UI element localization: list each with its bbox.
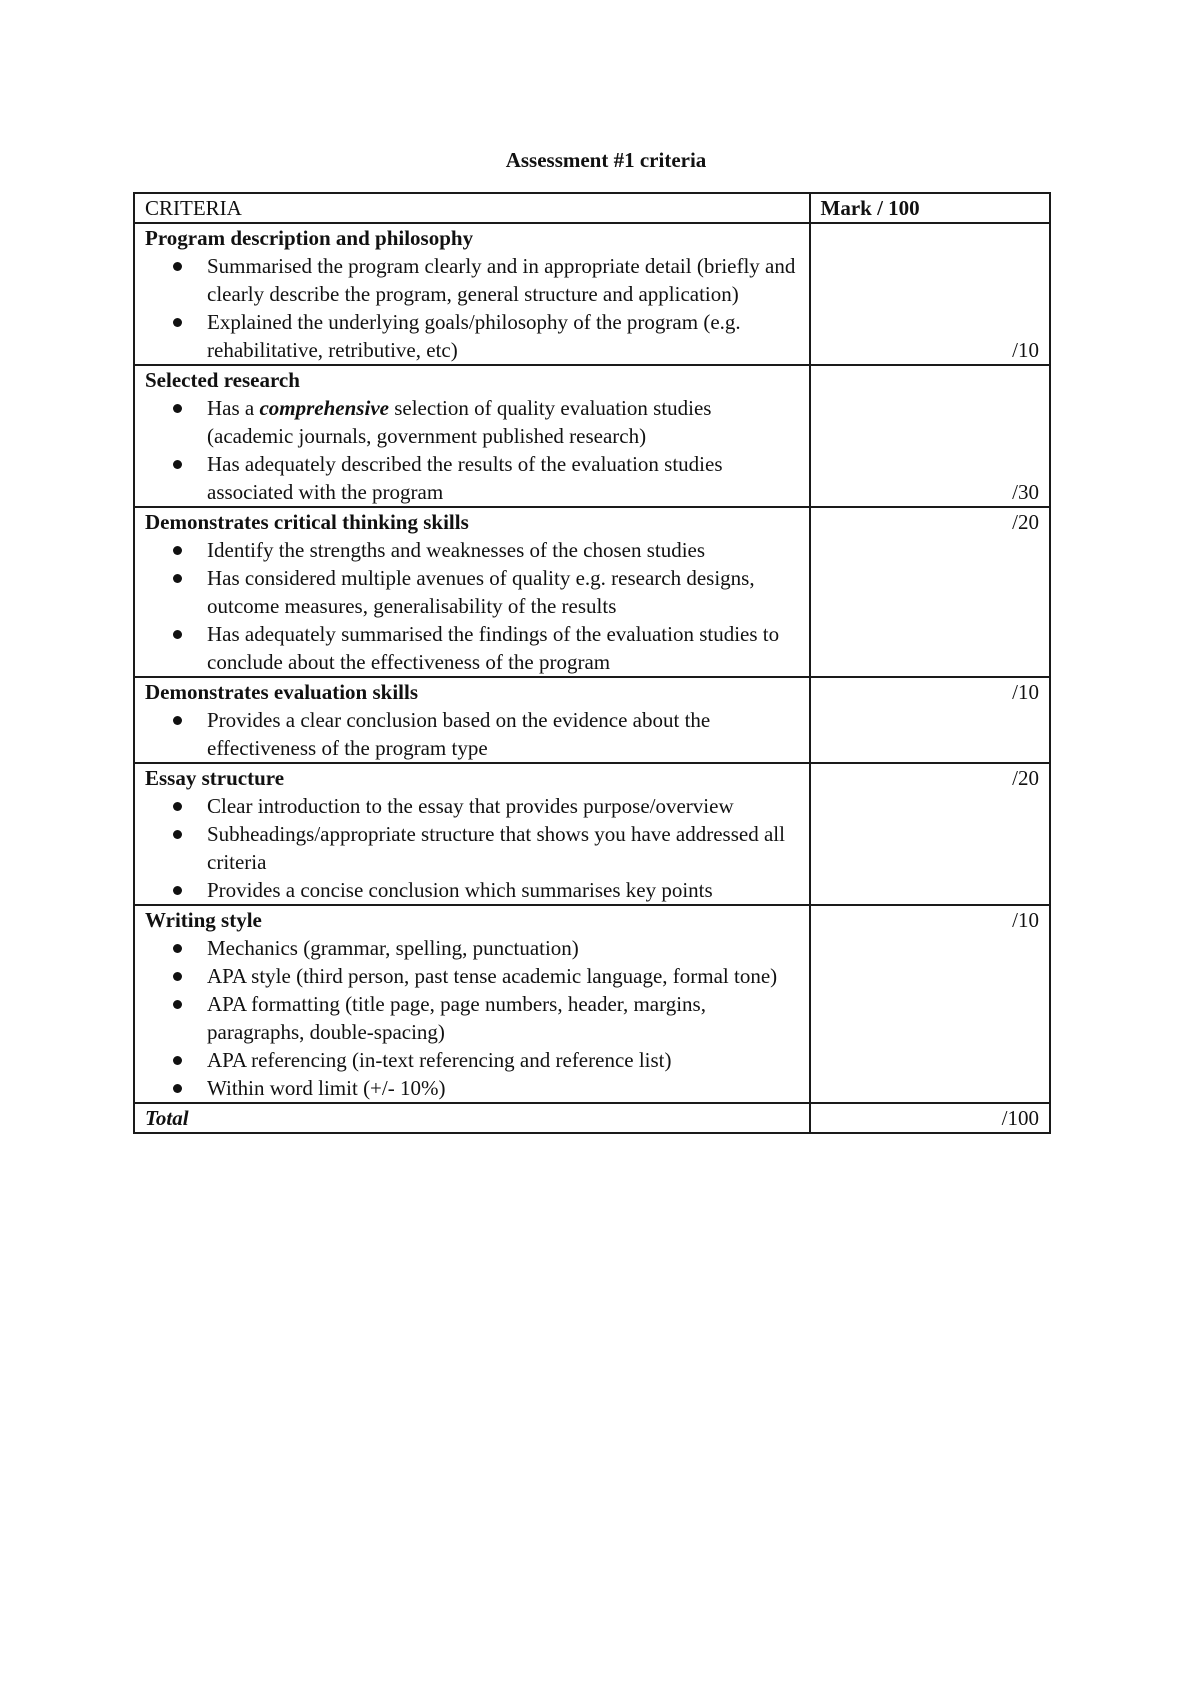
criteria-row xyxy=(134,905,1050,1103)
section-title: Program description and philosophy xyxy=(145,226,474,250)
mark-column-header: Mark / 100 xyxy=(810,193,1050,223)
section-title: Demonstrates critical thinking skills xyxy=(145,510,469,534)
total-row xyxy=(134,1103,1050,1133)
criteria-row xyxy=(134,763,1050,905)
criteria-table xyxy=(133,192,1051,1134)
criteria-row xyxy=(134,365,1050,507)
section-title: Selected research xyxy=(145,368,300,392)
list-item: Has adequately summarised the findings of the evaluation studies to conclude about the effectiveness of the program xyxy=(207,620,799,676)
criteria-cell xyxy=(134,507,810,677)
list-item-text: Has a xyxy=(207,396,260,420)
mark-cell: /10 xyxy=(810,677,1050,763)
criteria-cell xyxy=(134,223,810,365)
page-title: Assessment #1 criteria xyxy=(505,148,707,172)
total-label: Total xyxy=(134,1103,810,1133)
mark-cell: /20 xyxy=(810,507,1050,677)
criteria-column-header: CRITERIA xyxy=(134,193,810,223)
list-item: Has considered multiple avenues of quality e.g. research designs, outcome measures, generalisability of the results xyxy=(207,564,799,620)
total-mark: /100 xyxy=(810,1103,1050,1133)
criteria-row xyxy=(134,223,1050,365)
criteria-cell xyxy=(134,763,810,905)
list-item: Provides a concise conclusion which summarises key points xyxy=(207,876,799,904)
list-item: Provides a clear conclusion based on the evidence about the effectiveness of the program type xyxy=(207,706,799,762)
mark-cell: /10 xyxy=(810,223,1050,365)
criteria-list xyxy=(145,934,799,1102)
criteria-list xyxy=(145,252,799,364)
criteria-list xyxy=(145,706,799,762)
list-item: Summarised the program clearly and in appropriate detail (briefly and clearly describe the program, general structure and application) xyxy=(207,252,799,308)
mark-cell: /30 xyxy=(810,365,1050,507)
section-title: Essay structure xyxy=(145,766,285,790)
mark-cell: /20 xyxy=(810,763,1050,905)
list-item xyxy=(207,394,799,450)
list-item: Identify the strengths and weaknesses of the chosen studies xyxy=(207,536,799,564)
criteria-cell xyxy=(134,677,810,763)
criteria-cell xyxy=(134,365,810,507)
criteria-cell xyxy=(134,905,810,1103)
list-item: APA style (third person, past tense academic language, formal tone) xyxy=(207,962,799,990)
list-item: Clear introduction to the essay that provides purpose/overview xyxy=(207,792,799,820)
list-item: APA referencing (in-text referencing and reference list) xyxy=(207,1046,799,1074)
emphasis-text: comprehensive xyxy=(259,396,389,420)
criteria-list xyxy=(145,394,799,506)
list-item: Within word limit (+/- 10%) xyxy=(207,1074,799,1102)
list-item: Subheadings/appropriate structure that shows you have addressed all criteria xyxy=(207,820,799,876)
criteria-list xyxy=(145,792,799,904)
criteria-list xyxy=(145,536,799,676)
list-item: Mechanics (grammar, spelling, punctuation) xyxy=(207,934,799,962)
table-header-row xyxy=(134,193,1050,223)
section-title: Writing style xyxy=(145,908,262,932)
section-title: Demonstrates evaluation skills xyxy=(145,680,418,704)
list-item: Has adequately described the results of the evaluation studies associated with the program xyxy=(207,450,799,506)
list-item: Explained the underlying goals/philosophy of the program (e.g. rehabilitative, retributive, etc) xyxy=(207,308,799,364)
criteria-row xyxy=(134,507,1050,677)
list-item-text: selection of quality evaluation studies (academic journals, government published research) xyxy=(207,396,712,448)
list-item: APA formatting (title page, page numbers, header, margins, paragraphs, double-spacing) xyxy=(207,990,799,1046)
mark-cell: /10 xyxy=(810,905,1050,1103)
criteria-row xyxy=(134,677,1050,763)
